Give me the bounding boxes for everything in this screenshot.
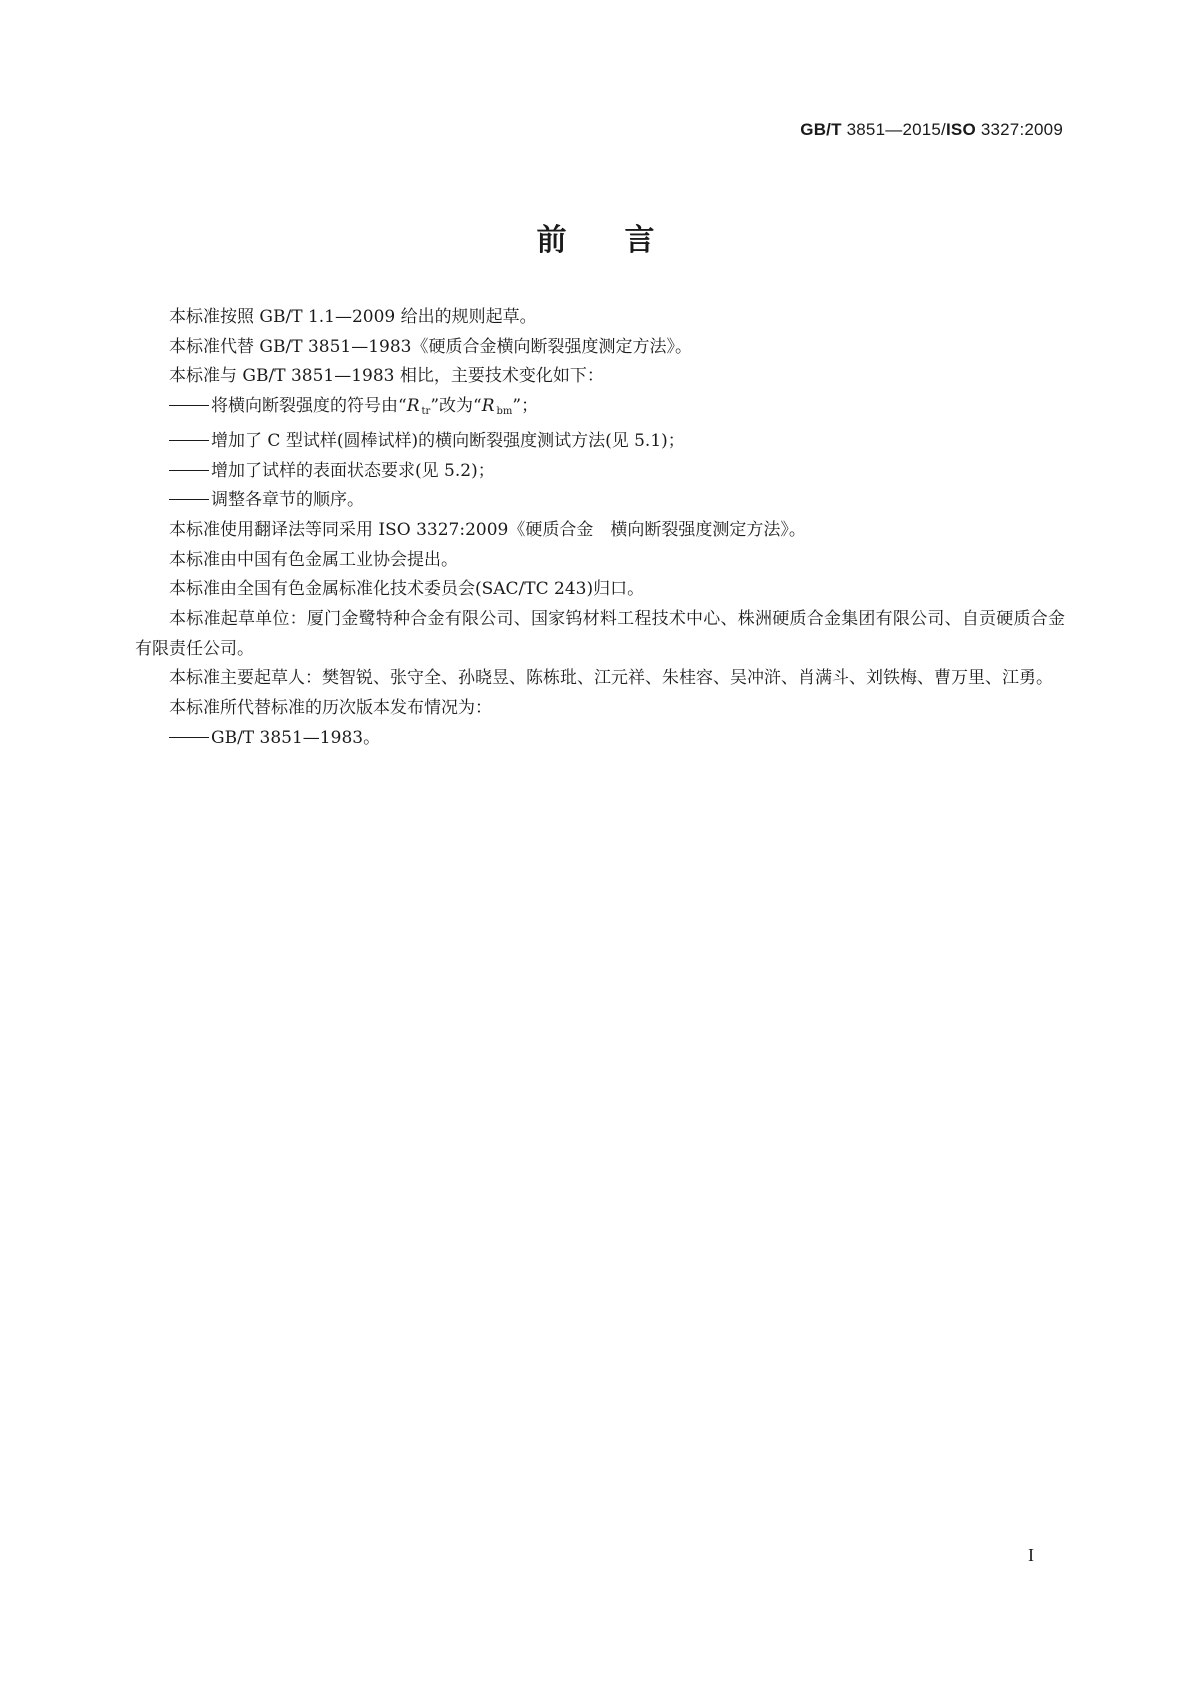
adoption-paragraph: 本标准使用翻译法等同采用 ISO 3327:2009《硬质合金 横向断裂强度测定方法》。 [169,519,806,540]
changes-intro-paragraph: 本标准与 GB/T 3851—1983 相比，主要技术变化如下： [169,366,604,387]
change-item-symbol [135,392,1065,427]
change-text-middle: ”改为“ [430,396,482,417]
history-item-text: GB/T 3851—1983。 [211,727,381,748]
dash-mark [169,499,209,500]
change-item-order [135,486,1065,516]
symbol-r-new: R [481,396,495,417]
iso-prefix: ISO [946,120,976,139]
drafting-units-paragraph: 本标准起草单位：厦门金鹭特种合金有限公司、国家钨材料工程技术中心、株洲硬质合金集团有限公司、自贡硬质合金有限责任公司。 [135,609,1065,659]
page-number: I [1028,1545,1034,1565]
change-text-before: 将横向断裂强度的符号由“ [211,396,407,417]
change-item-text: 增加了 C 型试样(圆棒试样)的横向断裂强度测试方法(见 5.1)； [211,430,685,451]
drafters-paragraph: 本标准主要起草人：樊智锐、张守全、孙晓昱、陈栋玭、江元祥、朱桂容、吴冲浒、肖满斗、刘铁梅、曹万里、江勇。 [169,668,1053,689]
change-item-text: 增加了试样的表面状态要求(见 5.2)； [211,460,495,481]
foreword-body [135,303,1065,754]
history-intro-paragraph: 本标准所代替标准的历次版本发布情况为： [169,698,492,719]
standard-code-header [800,120,1063,140]
replacement-paragraph: 本标准代替 GB/T 3851—1983《硬质合金横向断裂强度测定方法》。 [169,336,692,357]
dash-mark [169,737,209,738]
symbol-r-old: R [406,396,420,417]
symbol-subscript-old: tr [421,406,431,418]
committee-paragraph: 本标准由全国有色金属标准化技术委员会(SAC/TC 243)归口。 [169,579,645,600]
dash-mark [169,470,209,471]
symbol-subscript-new: bm [496,406,513,418]
page-title: 前言 [536,223,713,258]
change-item-text: 调整各章节的顺序。 [211,490,364,511]
standard-number: 3851—2015/ [846,120,946,139]
proposer-paragraph: 本标准由中国有色金属工业协会提出。 [169,549,458,570]
dash-mark [169,440,209,441]
iso-number: 3327:2009 [980,120,1063,139]
history-item [135,724,1065,754]
dash-mark [169,405,209,406]
change-item-surface [135,457,1065,487]
drafting-rules-paragraph: 本标准按照 GB/T 1.1—2009 给出的规则起草。 [169,307,537,327]
change-text-after: ”； [512,396,539,417]
standard-prefix: GB/T [800,120,842,139]
change-item-c-type [135,427,1065,457]
